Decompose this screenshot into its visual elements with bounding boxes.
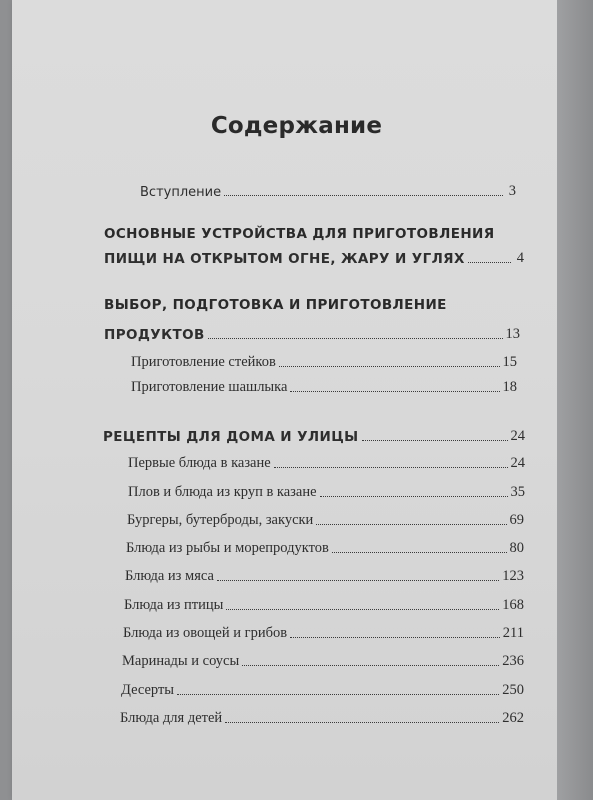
toc-entry xyxy=(120,707,524,727)
section-heading: РЕЦЕПТЫ ДЛЯ ДОМА И УЛИЦЫ xyxy=(103,429,359,445)
toc-section-3 xyxy=(103,425,525,445)
toc-entry-page: 211 xyxy=(502,625,524,641)
dot-leader xyxy=(279,366,500,367)
dot-leader xyxy=(320,496,508,497)
toc-entry xyxy=(126,537,524,557)
toc-entry-page: 262 xyxy=(502,710,524,726)
toc-entry-label: Блюда из птицы xyxy=(124,597,224,613)
dot-leader xyxy=(226,609,499,610)
toc-entry-page: 24 xyxy=(510,455,525,471)
section-heading-line: ВЫБОР, ПОДГОТОВКА И ПРИГОТОВЛЕНИЕ xyxy=(104,297,447,313)
toc-entry-label: Приготовление шашлыка xyxy=(131,379,288,395)
toc-entry-label: Маринады и соусы xyxy=(122,653,240,669)
dot-leader xyxy=(225,722,499,723)
toc-entry-page: 15 xyxy=(502,354,517,370)
toc-entry-label: Приготовление стейков xyxy=(131,354,276,370)
dot-leader xyxy=(290,637,500,638)
section-heading-line: ОСНОВНЫЕ УСТРОЙСТВА ДЛЯ ПРИГОТОВЛЕНИЯ xyxy=(104,226,495,242)
section-heading-line: ПРОДУКТОВ xyxy=(104,327,205,343)
toc-entry-label: Блюда из овощей и грибов xyxy=(123,625,288,641)
dot-leader xyxy=(290,391,499,392)
toc-entry xyxy=(125,565,524,585)
toc-entry-label: Блюда для детей xyxy=(120,710,223,726)
dot-leader xyxy=(217,580,499,581)
section-heading-line: ПИЩИ НА ОТКРЫТОМ ОГНЕ, ЖАРУ И УГЛЯХ xyxy=(104,251,465,267)
dot-leader xyxy=(274,467,508,468)
toc-entry xyxy=(121,679,524,699)
dot-leader xyxy=(316,524,506,525)
toc-entry-label: Плов и блюда из круп в казане xyxy=(128,484,317,500)
toc-entry-label: Вступление xyxy=(140,185,222,200)
toc-entry xyxy=(123,622,524,642)
toc-entry xyxy=(127,509,524,529)
toc-entry-page: 18 xyxy=(502,379,517,395)
toc-entry-page: 168 xyxy=(502,597,524,613)
dot-leader xyxy=(242,665,499,666)
toc-entry-label: Десерты xyxy=(121,682,175,698)
toc-entry xyxy=(131,351,517,371)
dot-leader xyxy=(332,552,507,553)
toc-entry xyxy=(131,376,517,396)
toc-entry-label: Блюда из мяса xyxy=(125,568,214,584)
dot-leader xyxy=(224,195,503,196)
dot-leader xyxy=(468,262,511,263)
toc-section-1 xyxy=(104,247,524,267)
toc-entry-page: 4 xyxy=(516,250,524,266)
toc-entry-page: 123 xyxy=(502,568,524,584)
toc-entry-label: Первые блюда в казане xyxy=(128,455,271,471)
toc-section-2 xyxy=(104,323,520,343)
toc-entry-page: 236 xyxy=(502,653,524,669)
toc-entry xyxy=(128,452,525,472)
toc-entry xyxy=(124,594,524,614)
dot-leader xyxy=(362,440,508,441)
toc-entry-page: 80 xyxy=(509,540,524,556)
toc-entry xyxy=(122,650,524,670)
toc-entry-label: Бургеры, бутерброды, закуски xyxy=(127,512,314,528)
toc-entry-intro xyxy=(140,180,516,200)
toc-entry-page: 250 xyxy=(502,682,524,698)
dot-leader xyxy=(208,338,503,339)
toc-entry-page: 69 xyxy=(509,512,524,528)
page-title: Содержание xyxy=(210,113,383,139)
toc-entry-page: 13 xyxy=(505,326,520,342)
toc-entry xyxy=(128,481,525,501)
dot-leader xyxy=(177,694,499,695)
toc-entry-label: Блюда из рыбы и морепродуктов xyxy=(126,540,329,556)
toc-entry-page: 35 xyxy=(510,484,525,500)
toc-entry-page: 24 xyxy=(510,428,525,444)
toc-entry-page: 3 xyxy=(508,183,516,199)
